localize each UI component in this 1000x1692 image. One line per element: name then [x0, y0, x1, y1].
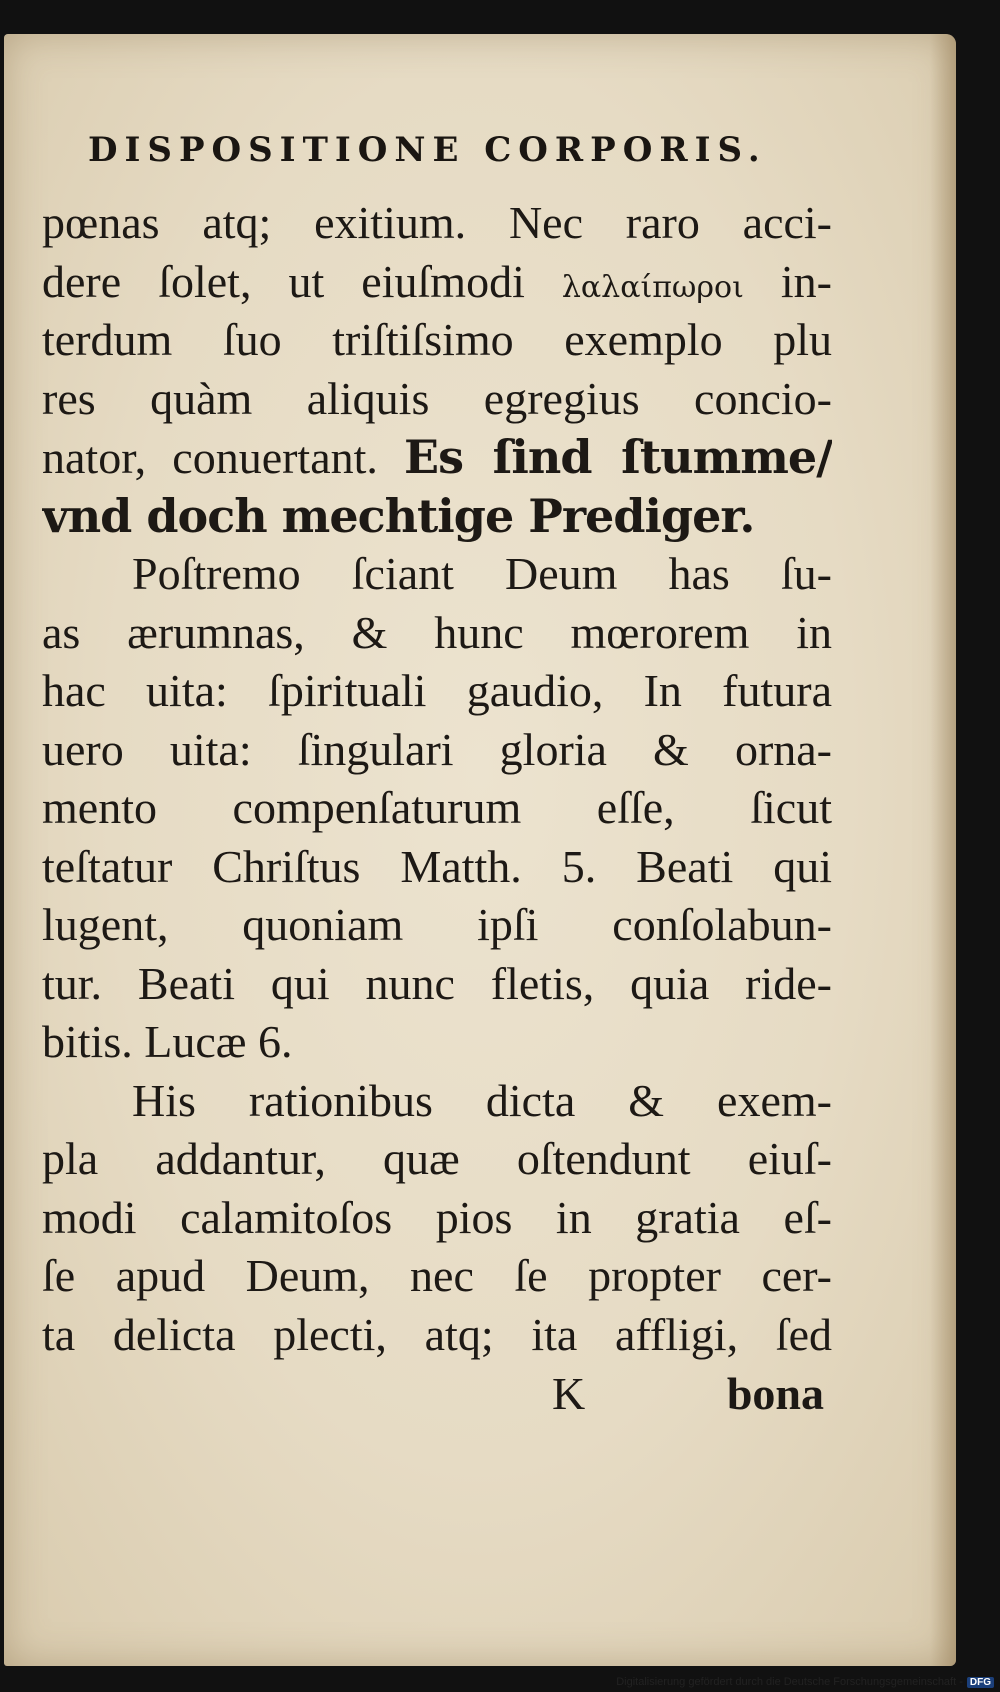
body-text — [42, 194, 832, 1364]
text-line: tur. Beati qui nunc fletis, quia ride- — [42, 957, 832, 1009]
text-line: hac uita: ſpirituali gaudio, In futura — [42, 665, 832, 716]
text-line: pla addantur, quæ oſtendunt eiuſ- — [42, 1133, 832, 1184]
page-spine-shadow — [930, 34, 956, 1666]
text-line: ſe apud Deum, nec ſe propter cer- — [42, 1250, 832, 1301]
text-line: bitis. Lucæ 6. — [42, 1016, 293, 1067]
text-line: His rationibus dicta & exem- — [132, 1074, 832, 1126]
text-line: res quàm aliquis egregius concio- — [42, 372, 832, 424]
text-line: as ærumnas, & hunc mœrorem in — [42, 606, 832, 658]
dfg-logo: DFG — [967, 1677, 994, 1688]
book-page — [4, 34, 956, 1666]
text-line: pœnas atq; exitium. Nec raro acci- — [42, 197, 832, 248]
greek-word: λαλαίπωροι — [561, 269, 744, 305]
text-line: ta delicta plecti, atq; ita affligi, ſed — [42, 1308, 832, 1360]
text-line: nator, conuertant. Es ſind ſtumme/ — [42, 430, 832, 484]
signature-mark: K — [552, 1368, 586, 1419]
catchword: bona — [726, 1368, 824, 1419]
german-phrase: Es ſind ſtumme/ — [404, 430, 832, 484]
credit-text: Digitalisierung gefördert durch die Deutsche Forschungsgemeinschaft - — [616, 1676, 963, 1688]
text-line: dere ſolet, ut eiuſmodi λαλαίπωροι in- — [42, 255, 832, 307]
text-line: mento compenſaturum eſſe, ſicut — [42, 782, 832, 833]
text-line: teſtatur Chriſtus Matth. 5. Beati qui — [42, 840, 832, 892]
german-phrase: vnd doch mechtige Prediger. — [42, 488, 755, 543]
text-line: lugent, quoniam ipſi conſolabun- — [42, 899, 832, 950]
digitization-credit — [616, 1676, 994, 1688]
text-line: terdum ſuo triſtiſsimo exemplo plu — [42, 314, 832, 365]
text-line: Poſtremo ſciant Deum has ſu- — [132, 548, 832, 599]
page-footer — [42, 1367, 832, 1427]
text-line: uero uita: ſingulari gloria & orna- — [42, 723, 832, 775]
running-head: DISPOSITIONE CORPORIS. — [88, 130, 767, 170]
text-line: modi calamitoſos pios in gratia eſ- — [42, 1191, 832, 1243]
text-line — [42, 487, 832, 546]
